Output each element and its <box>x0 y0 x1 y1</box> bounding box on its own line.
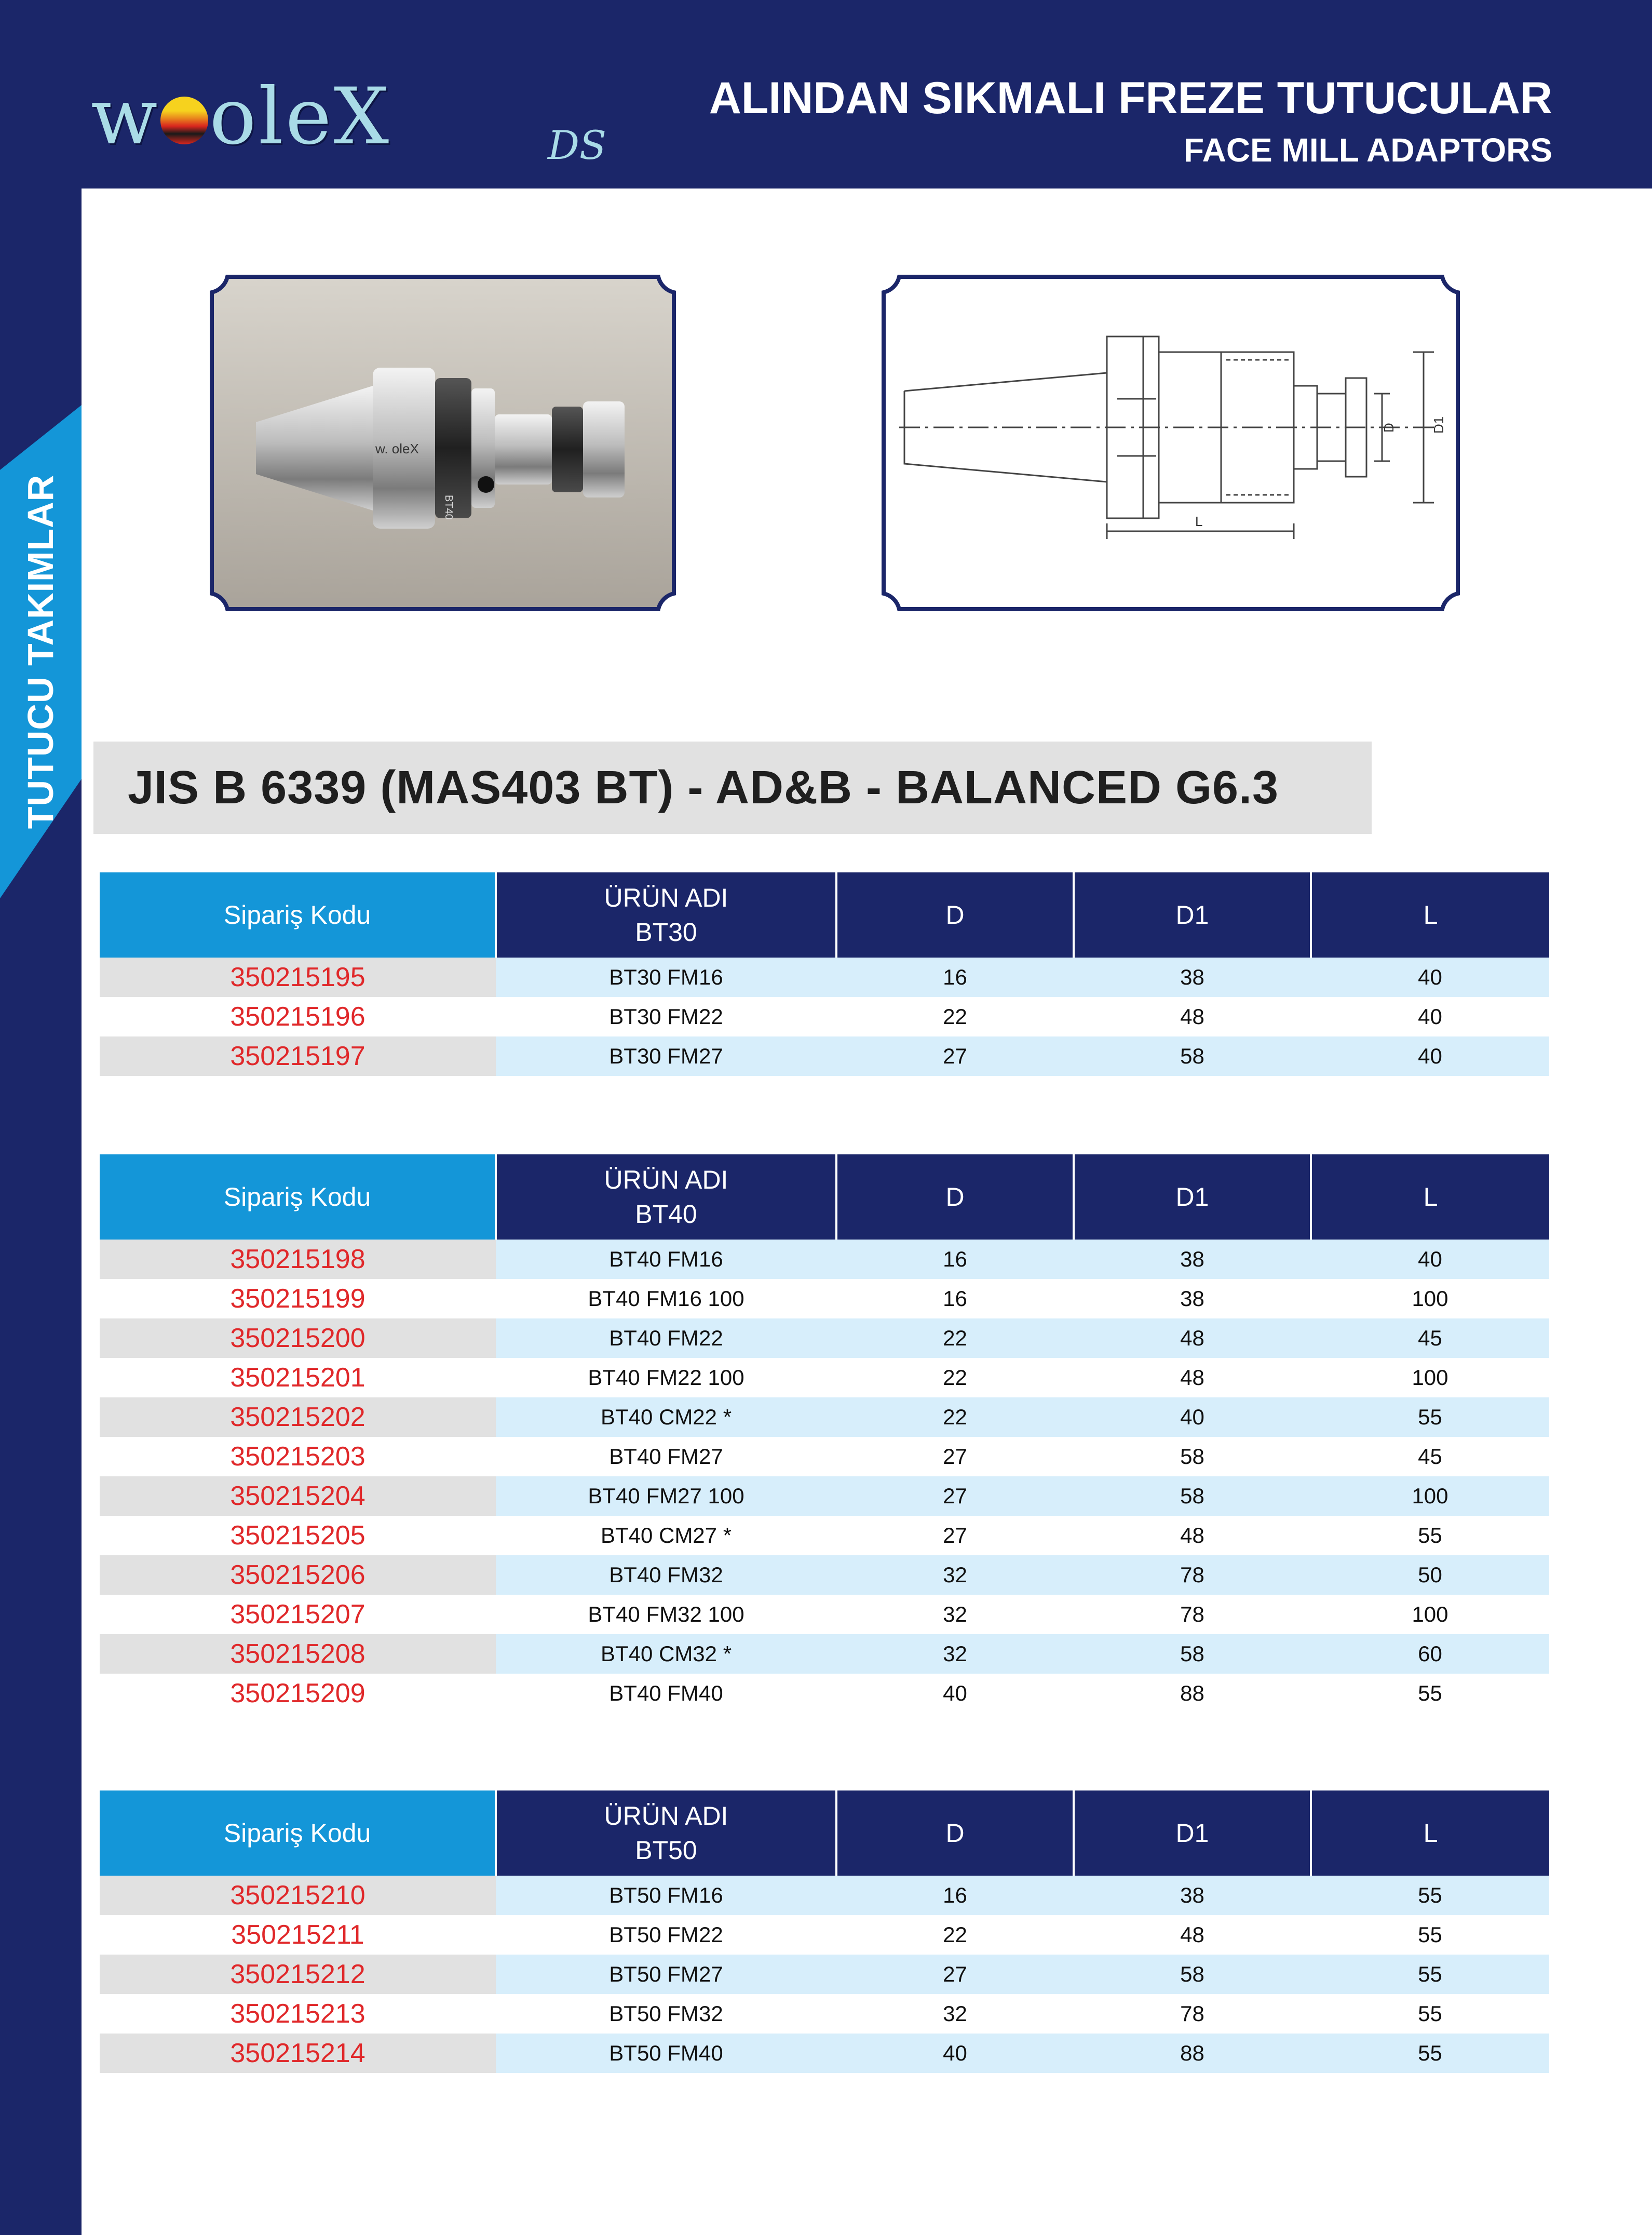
value-d: 22 <box>836 997 1074 1036</box>
product-name: BT50 FM27 <box>496 1955 836 1994</box>
header-order-code: Sipariş Kodu <box>100 1790 496 1876</box>
table-row <box>100 1279 1549 1318</box>
value-l: 55 <box>1311 1955 1549 1994</box>
header-product-name-line2: BT50 <box>635 1836 697 1865</box>
header-product-name <box>496 1154 836 1240</box>
standard-heading <box>93 742 1372 834</box>
product-name: BT40 FM16 <box>496 1240 836 1279</box>
header-product-name-line1: ÜRÜN ADI <box>604 883 728 912</box>
header-d1: D1 <box>1074 1154 1311 1240</box>
value-d: 40 <box>836 1674 1074 1713</box>
product-name: BT40 FM27 <box>496 1437 836 1476</box>
table-row <box>100 1555 1549 1595</box>
table-row <box>100 1955 1549 1994</box>
value-l: 45 <box>1311 1437 1549 1476</box>
spec-table-bt50 <box>100 1790 1549 2073</box>
value-l: 100 <box>1311 1595 1549 1634</box>
table-row <box>100 1476 1549 1516</box>
table-header-row <box>100 1790 1549 1876</box>
product-name: BT40 FM32 100 <box>496 1595 836 1634</box>
product-name: BT40 CM32 * <box>496 1634 836 1674</box>
value-d1: 38 <box>1074 1279 1311 1318</box>
spec-table-bt30 <box>100 872 1549 1076</box>
product-photo <box>201 266 684 620</box>
value-l: 100 <box>1311 1279 1549 1318</box>
header-d: D <box>836 872 1074 958</box>
spec-table-bt40 <box>100 1154 1549 1713</box>
product-name: BT40 FM27 100 <box>496 1476 836 1516</box>
value-d1: 38 <box>1074 1876 1311 1915</box>
value-d1: 38 <box>1074 1240 1311 1279</box>
value-d1: 38 <box>1074 958 1311 997</box>
header-product-name-line1: ÜRÜN ADI <box>604 1801 728 1830</box>
value-l: 55 <box>1311 2034 1549 2073</box>
value-l: 55 <box>1311 1994 1549 2034</box>
table-row <box>100 1634 1549 1674</box>
drawing-label-d: D <box>1381 423 1397 433</box>
product-name: BT50 FM16 <box>496 1876 836 1915</box>
table-row <box>100 1397 1549 1437</box>
order-code: 350215199 <box>100 1279 496 1318</box>
value-d1: 48 <box>1074 1318 1311 1358</box>
value-d: 27 <box>836 1036 1074 1076</box>
order-code: 350215209 <box>100 1674 496 1713</box>
value-d1: 88 <box>1074 1674 1311 1713</box>
header-product-name <box>496 872 836 958</box>
value-d: 22 <box>836 1358 1074 1397</box>
product-name: BT40 FM32 <box>496 1555 836 1595</box>
header-d: D <box>836 1154 1074 1240</box>
table-row <box>100 2034 1549 2073</box>
table-row <box>100 1595 1549 1634</box>
value-d: 32 <box>836 1994 1074 2034</box>
header-l: L <box>1311 872 1549 958</box>
logo-ball-icon <box>160 97 208 144</box>
value-l: 55 <box>1311 1876 1549 1915</box>
value-d: 22 <box>836 1318 1074 1358</box>
value-d1: 88 <box>1074 2034 1311 2073</box>
order-code: 350215200 <box>100 1318 496 1358</box>
order-code: 350215210 <box>100 1876 496 1915</box>
product-name: BT50 FM40 <box>496 2034 836 2073</box>
value-d1: 48 <box>1074 1915 1311 1955</box>
table-row <box>100 1240 1549 1279</box>
order-code: 350215204 <box>100 1476 496 1516</box>
order-code: 350215196 <box>100 997 496 1036</box>
side-category-tab <box>0 405 82 898</box>
value-l: 100 <box>1311 1476 1549 1516</box>
table-row <box>100 1318 1549 1358</box>
order-code: 350215205 <box>100 1516 496 1555</box>
logo-letters: oleX <box>209 72 391 162</box>
order-code: 350215203 <box>100 1437 496 1476</box>
value-l: 40 <box>1311 997 1549 1036</box>
value-d: 27 <box>836 1516 1074 1555</box>
header-product-name <box>496 1790 836 1876</box>
table-row <box>100 1036 1549 1076</box>
value-l: 55 <box>1311 1516 1549 1555</box>
value-d1: 48 <box>1074 1358 1311 1397</box>
value-l: 55 <box>1311 1915 1549 1955</box>
product-name: BT30 FM27 <box>496 1036 836 1076</box>
table-row <box>100 1674 1549 1713</box>
header-product-name-line2: BT40 <box>635 1200 697 1229</box>
value-d1: 78 <box>1074 1595 1311 1634</box>
product-name: BT40 CM27 * <box>496 1516 836 1555</box>
value-d1: 58 <box>1074 1036 1311 1076</box>
order-code: 350215197 <box>100 1036 496 1076</box>
value-l: 45 <box>1311 1318 1549 1358</box>
table-row <box>100 1516 1549 1555</box>
order-code: 350215211 <box>100 1915 496 1955</box>
value-d: 16 <box>836 1876 1074 1915</box>
value-d: 27 <box>836 1955 1074 1994</box>
product-name: BT40 FM22 <box>496 1318 836 1358</box>
value-d: 22 <box>836 1915 1074 1955</box>
value-d1: 58 <box>1074 1437 1311 1476</box>
order-code: 350215207 <box>100 1595 496 1634</box>
side-tab-label: TUTUCU TAKIMLAR <box>20 474 61 829</box>
value-d1: 58 <box>1074 1634 1311 1674</box>
value-l: 100 <box>1311 1358 1549 1397</box>
standard-title: JIS B 6339 (MAS403 BT) - AD&B - BALANCED G6.3 <box>128 762 1279 814</box>
order-code: 350215206 <box>100 1555 496 1595</box>
value-l: 40 <box>1311 958 1549 997</box>
technical-drawing <box>873 266 1468 620</box>
table-row <box>100 997 1549 1036</box>
value-d: 16 <box>836 1279 1074 1318</box>
page-subtitle: FACE MILL ADAPTORS <box>1184 131 1552 169</box>
product-name: BT50 FM22 <box>496 1915 836 1955</box>
table-row <box>100 958 1549 997</box>
value-d1: 48 <box>1074 1516 1311 1555</box>
header-d1: D1 <box>1074 1790 1311 1876</box>
photo-engraving-side: BT40 <box>443 495 454 520</box>
value-d: 40 <box>836 2034 1074 2073</box>
header-order-code: Sipariş Kodu <box>100 1154 496 1240</box>
value-d1: 58 <box>1074 1476 1311 1516</box>
table-header-row <box>100 872 1549 958</box>
value-d: 16 <box>836 1240 1074 1279</box>
table-row <box>100 1358 1549 1397</box>
value-d1: 78 <box>1074 1555 1311 1595</box>
value-l: 40 <box>1311 1240 1549 1279</box>
value-d: 32 <box>836 1634 1074 1674</box>
logo-suffix: DS <box>548 122 606 168</box>
product-name: BT30 FM22 <box>496 997 836 1036</box>
value-l: 55 <box>1311 1674 1549 1713</box>
table-row <box>100 1437 1549 1476</box>
order-code: 350215214 <box>100 2034 496 2073</box>
value-d: 27 <box>836 1437 1074 1476</box>
value-d1: 48 <box>1074 997 1311 1036</box>
value-l: 55 <box>1311 1397 1549 1437</box>
product-name: BT50 FM32 <box>496 1994 836 2034</box>
product-name: BT40 FM16 100 <box>496 1279 836 1318</box>
page-title: ALINDAN SIKMALI FREZE TUTUCULAR <box>709 73 1552 123</box>
table-row <box>100 1994 1549 2034</box>
order-code: 350215201 <box>100 1358 496 1397</box>
value-d1: 58 <box>1074 1955 1311 1994</box>
order-code: 350215198 <box>100 1240 496 1279</box>
logo-wordmark <box>91 65 391 169</box>
product-name: BT40 FM22 100 <box>496 1358 836 1397</box>
drawing-label-d1: D1 <box>1431 416 1446 434</box>
woolex-logo <box>91 65 606 174</box>
value-l: 50 <box>1311 1555 1549 1595</box>
value-d: 32 <box>836 1555 1074 1595</box>
value-d1: 78 <box>1074 1994 1311 2034</box>
product-name: BT30 FM16 <box>496 958 836 997</box>
value-d: 27 <box>836 1476 1074 1516</box>
logo-letter-w: w <box>91 72 160 162</box>
header-product-name-line2: BT30 <box>635 918 697 947</box>
value-d1: 40 <box>1074 1397 1311 1437</box>
value-l: 60 <box>1311 1634 1549 1674</box>
header-l: L <box>1311 1790 1549 1876</box>
header-order-code: Sipariş Kodu <box>100 872 496 958</box>
value-d: 16 <box>836 958 1074 997</box>
order-code: 350215208 <box>100 1634 496 1674</box>
order-code: 350215202 <box>100 1397 496 1437</box>
order-code: 350215213 <box>100 1994 496 2034</box>
header-l: L <box>1311 1154 1549 1240</box>
header-d1: D1 <box>1074 872 1311 958</box>
value-d: 22 <box>836 1397 1074 1437</box>
drawing-label-l: L <box>1195 514 1203 529</box>
table-row <box>100 1876 1549 1915</box>
header-d: D <box>836 1790 1074 1876</box>
product-name: BT40 FM40 <box>496 1674 836 1713</box>
table-header-row <box>100 1154 1549 1240</box>
order-code: 350215212 <box>100 1955 496 1994</box>
photo-engraving: w. oleX <box>375 441 419 456</box>
product-name: BT40 CM22 * <box>496 1397 836 1437</box>
header-product-name-line1: ÜRÜN ADI <box>604 1165 728 1194</box>
order-code: 350215195 <box>100 958 496 997</box>
value-l: 40 <box>1311 1036 1549 1076</box>
table-row <box>100 1915 1549 1955</box>
value-d: 32 <box>836 1595 1074 1634</box>
